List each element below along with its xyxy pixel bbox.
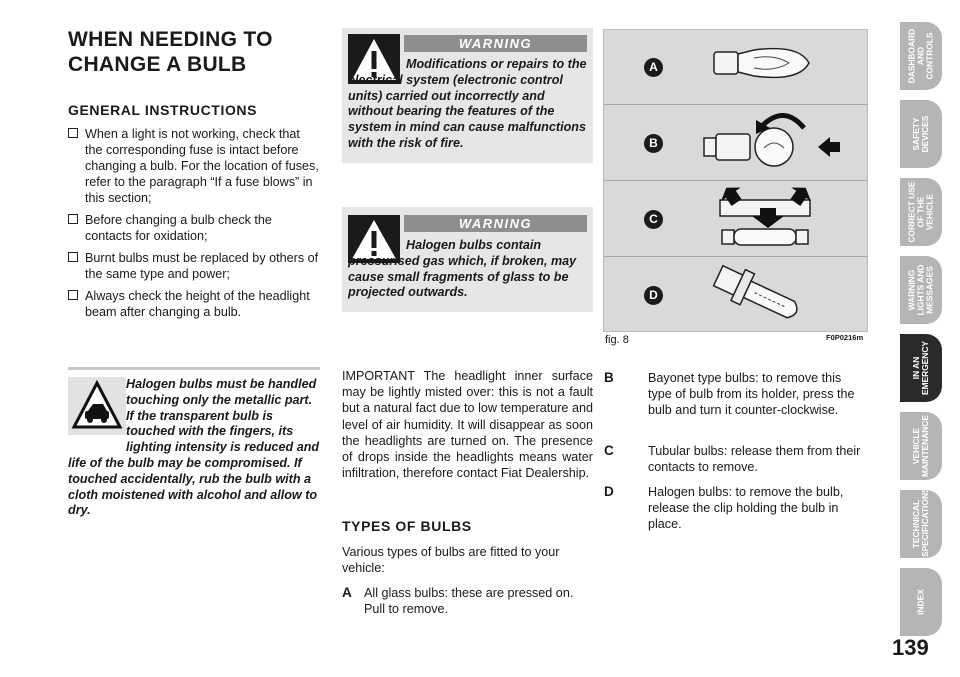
halogen-bulb-icon	[604, 258, 867, 333]
tab-technical-specifications[interactable]: TECHNICAL SPECIFICATIONS	[900, 490, 942, 558]
general-instructions-heading: GENERAL INSTRUCTIONS	[68, 102, 258, 118]
figure-panel-a	[604, 30, 867, 105]
types-of-bulbs-heading: TYPES OF BULBS	[342, 518, 472, 534]
tab-vehicle-maintenance[interactable]: VEHICLE MAINTENANCE	[900, 412, 942, 480]
tubular-bulb-icon	[604, 182, 867, 257]
tab-warning-lights-and-messages[interactable]: WARNING LIGHTS AND MESSAGES	[900, 256, 942, 324]
checkbox-bullet-icon	[68, 214, 78, 224]
page-title: WHEN NEEDING TO CHANGE A BULB	[68, 28, 273, 76]
tab-in-an-emergency[interactable]: IN AN EMERGENCY	[900, 334, 942, 402]
figure-label: B	[644, 134, 663, 153]
halogen-handling-note: Halogen bulbs must be handled touching only the metallic part. If the transparent bulb is touched with the fingers, its lighting intensity is reduced and life of the bulb may be compromised. If touched accidentally, rub the bulb with a cloth moistened with alcohol and allow to dry.	[68, 367, 320, 527]
list-item: Burnt bulbs must be replaced by others of the same type and power;	[68, 250, 320, 282]
warning-box-electrical	[342, 28, 593, 163]
warning-label: WARNING	[404, 215, 587, 232]
tab-index[interactable]: INDEX	[900, 568, 942, 636]
figure-label: C	[644, 210, 663, 229]
car-warning-triangle-icon	[68, 377, 126, 435]
warning-text: Halogen bulbs contain pressurised gas which, if broken, may cause small fragments of glass to be projected outwards.	[348, 238, 577, 300]
figure-label: D	[644, 286, 663, 305]
checkbox-bullet-icon	[68, 128, 78, 138]
checkbox-bullet-icon	[68, 290, 78, 300]
figure-label: A	[644, 58, 663, 77]
tab-correct-use-of-the-vehicle[interactable]: CORRECT USE OF THE VEHICLE	[900, 178, 942, 246]
all-glass-bulb-icon	[604, 30, 867, 105]
general-instructions-list	[68, 126, 320, 326]
list-item: When a light is not working, check that the corresponding fuse is intact before changing a bulb. For the location of fuses, refer to the paragraph “If a fuse blows” in this section;	[68, 126, 320, 206]
figure-panel-c	[604, 182, 867, 257]
figure-code: F0P0216m	[826, 333, 864, 342]
note-divider	[68, 367, 320, 370]
bayonet-bulb-icon	[604, 106, 867, 181]
checkbox-bullet-icon	[68, 252, 78, 262]
list-item: Before changing a bulb check the contacts for oxidation;	[68, 212, 320, 244]
warning-box-halogen	[342, 207, 593, 312]
list-item: Always check the height of the headlight beam after changing a bulb.	[68, 288, 320, 320]
important-paragraph: IMPORTANT The headlight inner surface may be lightly misted over: this is not a fault but a natural fact due to low temperature and level of air humidity. It will disappear as soon the headlights are turned on. The presence of drops inside the headlights means water infiltration, therefore contact Fiat Dealership.	[342, 369, 593, 481]
tab-dashboard-and-controls[interactable]: DASHBOARD AND CONTROLS	[900, 22, 942, 90]
figure-caption: fig. 8	[605, 334, 629, 346]
bulb-types-figure	[603, 29, 868, 332]
warning-text: Modifications or repairs to the electrical system (electronic control units) carried out incorrectly and without bearing the features of the system in mind can cause malfunctions with the risk of fire.	[348, 57, 587, 150]
warning-label: WARNING	[404, 35, 587, 52]
figure-panel-d	[604, 258, 867, 333]
tab-safety-devices[interactable]: SAFETY DEVICES	[900, 100, 942, 168]
figure-panel-b	[604, 106, 867, 181]
page-number: 139	[892, 635, 929, 660]
types-intro: Various types of bulbs are fitted to your vehicle:	[342, 545, 560, 576]
